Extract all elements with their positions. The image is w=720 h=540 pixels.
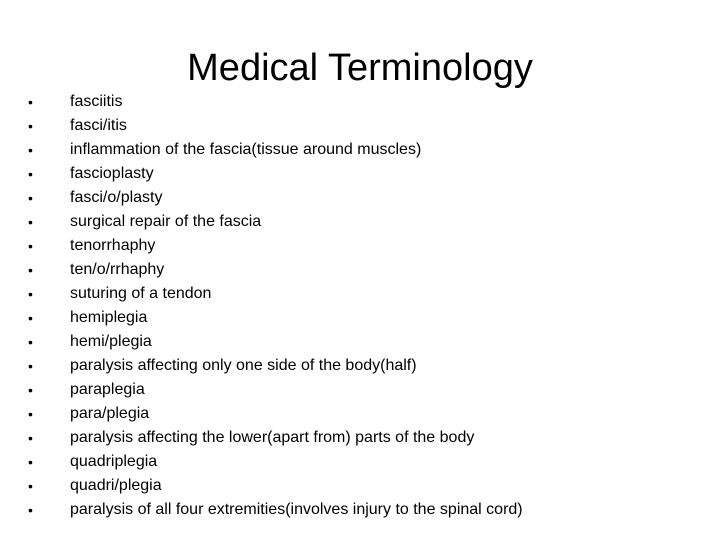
bullet-icon: • bbox=[28, 382, 33, 398]
list-item-text: fasciitis bbox=[70, 93, 123, 110]
list-item bbox=[28, 114, 708, 138]
list-item bbox=[28, 90, 708, 114]
list-item-text: para/plegia bbox=[70, 405, 150, 422]
list-item bbox=[28, 306, 708, 330]
list-item bbox=[28, 162, 708, 186]
list-item-text: quadriplegia bbox=[70, 453, 158, 470]
bullet-icon: • bbox=[28, 262, 33, 278]
list-item bbox=[28, 498, 708, 522]
bullet-icon: • bbox=[28, 454, 33, 470]
list-item bbox=[28, 474, 708, 498]
list-item-text: tenorrhaphy bbox=[70, 237, 156, 254]
list-item-text: inflammation of the fascia(tissue around muscles) bbox=[70, 141, 422, 158]
list-item bbox=[28, 234, 708, 258]
list-item-text: fascioplasty bbox=[70, 165, 154, 182]
bullet-icon: • bbox=[28, 358, 33, 374]
list-item bbox=[28, 210, 708, 234]
list-item-text: paralysis affecting the lower(apart from) parts of the body bbox=[70, 429, 475, 446]
bullet-icon: • bbox=[28, 118, 33, 134]
list-item-text: fasci/itis bbox=[70, 117, 127, 134]
bullet-icon: • bbox=[28, 94, 33, 110]
list-item-text: suturing of a tendon bbox=[70, 285, 212, 302]
list-item bbox=[28, 258, 708, 282]
bullet-list bbox=[28, 90, 708, 522]
list-item-text: paraplegia bbox=[70, 381, 145, 398]
list-item-text: paralysis of all four extremities(involves injury to the spinal cord) bbox=[70, 501, 523, 518]
bullet-icon: • bbox=[28, 166, 33, 182]
list-item bbox=[28, 330, 708, 354]
bullet-icon: • bbox=[28, 214, 33, 230]
list-item bbox=[28, 450, 708, 474]
list-item bbox=[28, 402, 708, 426]
bullet-icon: • bbox=[28, 334, 33, 350]
list-item bbox=[28, 282, 708, 306]
bullet-icon: • bbox=[28, 502, 33, 518]
list-item bbox=[28, 186, 708, 210]
list-item bbox=[28, 354, 708, 378]
bullet-icon: • bbox=[28, 430, 33, 446]
list-item-text: fasci/o/plasty bbox=[70, 189, 163, 206]
list-item-text: quadri/plegia bbox=[70, 477, 162, 494]
slide-title: Medical Terminology bbox=[187, 47, 533, 89]
bullet-icon: • bbox=[28, 478, 33, 494]
bullet-icon: • bbox=[28, 406, 33, 422]
bullet-icon: • bbox=[28, 142, 33, 158]
list-item-text: surgical repair of the fascia bbox=[70, 213, 262, 230]
list-item-text: hemiplegia bbox=[70, 309, 148, 326]
bullet-icon: • bbox=[28, 190, 33, 206]
bullet-icon: • bbox=[28, 310, 33, 326]
bullet-icon: • bbox=[28, 286, 33, 302]
list-item-text: paralysis affecting only one side of the body(half) bbox=[70, 357, 417, 374]
list-item bbox=[28, 426, 708, 450]
list-item bbox=[28, 138, 708, 162]
list-item bbox=[28, 378, 708, 402]
bullet-icon: • bbox=[28, 238, 33, 254]
list-item-text: ten/o/rrhaphy bbox=[70, 261, 165, 278]
list-item-text: hemi/plegia bbox=[70, 333, 152, 350]
